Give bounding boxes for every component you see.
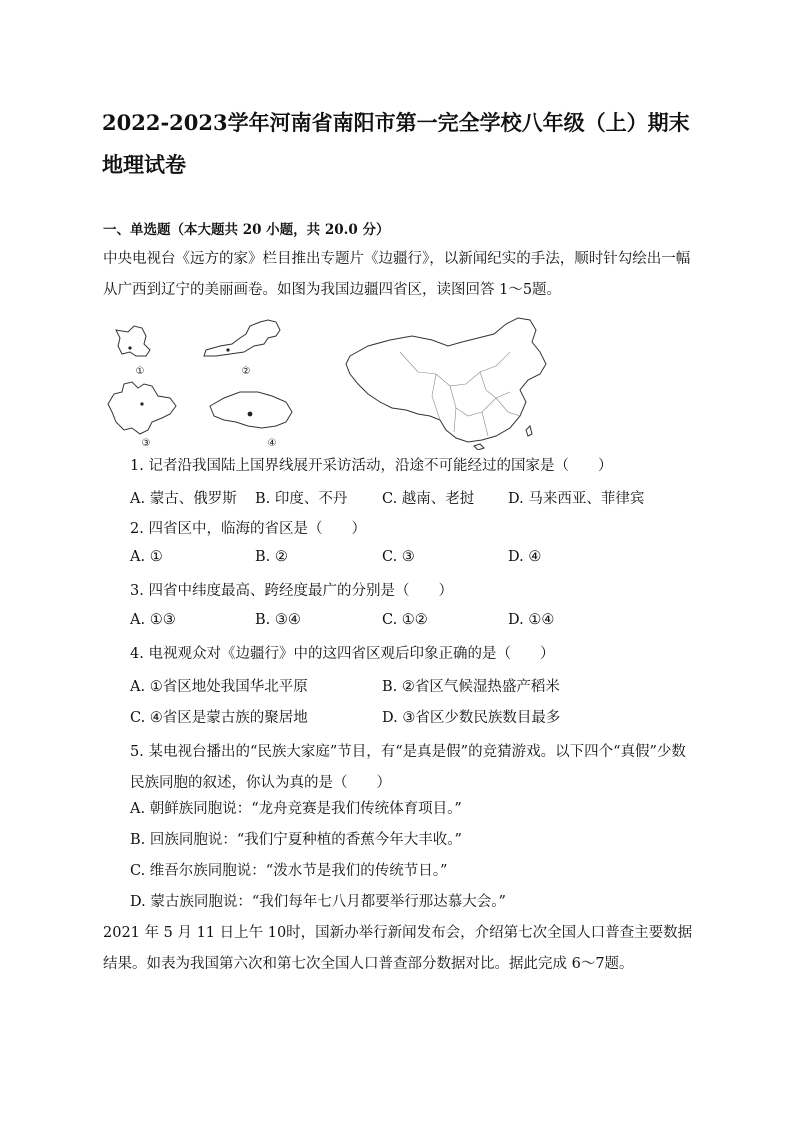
figure-label-2: ②: [241, 366, 251, 377]
page-title: 2022-2023学年河南省南阳市第一完全学校八年级（上）期末地理试卷: [102, 110, 690, 177]
question-5-stem: 5. 某电视台播出的“民族大家庭”节目，有“是真是假”的竞猜游戏。以下四个“真假”少数民族同胞的叙述，你认为真的是（ ）: [130, 744, 686, 791]
question-1-option-b[interactable]: B. 印度、不丹: [255, 491, 348, 507]
question-2-option-d[interactable]: D. ④: [508, 549, 542, 565]
question-1-option-c[interactable]: C. 越南、老挝: [382, 491, 475, 507]
question-2-options: [130, 549, 690, 571]
question-1-option-a[interactable]: A. 蒙古、俄罗斯: [130, 491, 237, 507]
outro-paragraph: 2021 年 5 月 11 日上午 10时，国新办举行新闻发布会，介绍第七次全国人口普查主要数据结果。如表为我国第六次和第七次全国人口普查部分数据对比。据此完成 6～7题。: [103, 925, 693, 972]
question-4-option-c[interactable]: C. ④省区是蒙古族的聚居地: [130, 710, 308, 726]
question-5-option-a[interactable]: A. 朝鲜族同胞说：“龙舟竞赛是我们传统体育项目。”: [130, 801, 462, 817]
question-4-option-d[interactable]: D. ③省区少数民族数目最多: [382, 710, 561, 726]
figure-label-3: ③: [141, 438, 151, 449]
province-map-1: [116, 326, 150, 356]
question-4-stem: 4. 电视观众对《边疆行》中的这四省区观后印象正确的是（ ）: [130, 646, 555, 662]
figure-label-1: ①: [135, 366, 145, 377]
question-4-options-row2: [130, 706, 690, 728]
question-3-option-a[interactable]: A. ①③: [130, 612, 176, 628]
question-3-options: [130, 612, 690, 634]
question-2-option-b[interactable]: B. ②: [255, 549, 288, 565]
question-1-stem: 1. 记者沿我国陆上国界线展开采访活动，沿途不可能经过的国家是（ ）: [130, 458, 613, 474]
province-map-4: [210, 392, 292, 428]
province-maps-figure: [100, 312, 560, 450]
question-1-options: [130, 487, 690, 509]
question-5-option-b[interactable]: B. 回族同胞说：“我们宁夏种植的香蕉今年大丰收。”: [130, 832, 462, 848]
question-2-stem: 2. 四省区中，临海的省区是（ ）: [130, 521, 366, 537]
province-map-3: [108, 382, 176, 434]
question-3-stem: 3. 四省中纬度最高、跨经度最广的分别是（ ）: [130, 583, 453, 599]
figure-label-4: ④: [267, 438, 277, 449]
question-4-option-a[interactable]: A. ①省区地处我国华北平原: [130, 679, 308, 695]
question-5-option-d[interactable]: D. 蒙古族同胞说：“我们每年七八月都要举行那达慕大会。”: [130, 894, 506, 910]
province-map-2: [204, 320, 280, 356]
question-4-option-b[interactable]: B. ②省区气候湿热盛产稻米: [382, 679, 560, 695]
question-2-option-c[interactable]: C. ③: [382, 549, 415, 565]
question-5-option-c[interactable]: C. 维吾尔族同胞说：“泼水节是我们的传统节日。”: [130, 863, 448, 879]
china-map: [346, 318, 546, 442]
question-4-options-row1: [130, 675, 690, 697]
question-1-option-d[interactable]: D. 马来西亚、菲律宾: [508, 491, 645, 507]
section-heading: 一、单选题（本大题共 20 小题，共 20.0 分）: [103, 222, 390, 238]
question-2-option-a[interactable]: A. ①: [130, 549, 163, 565]
question-3-option-b[interactable]: B. ③④: [255, 612, 301, 628]
intro-paragraph: 中央电视台《远方的家》栏目推出专题片《边疆行》，以新闻纪实的手法，顺时针勾绘出一幅从广西到辽宁的美丽画卷。如图为我国边疆四省区，读图回答 1～5题。: [103, 251, 691, 298]
question-5-options: [130, 794, 690, 918]
question-3-option-c[interactable]: C. ①②: [382, 612, 428, 628]
question-3-option-d[interactable]: D. ①④: [508, 612, 555, 628]
